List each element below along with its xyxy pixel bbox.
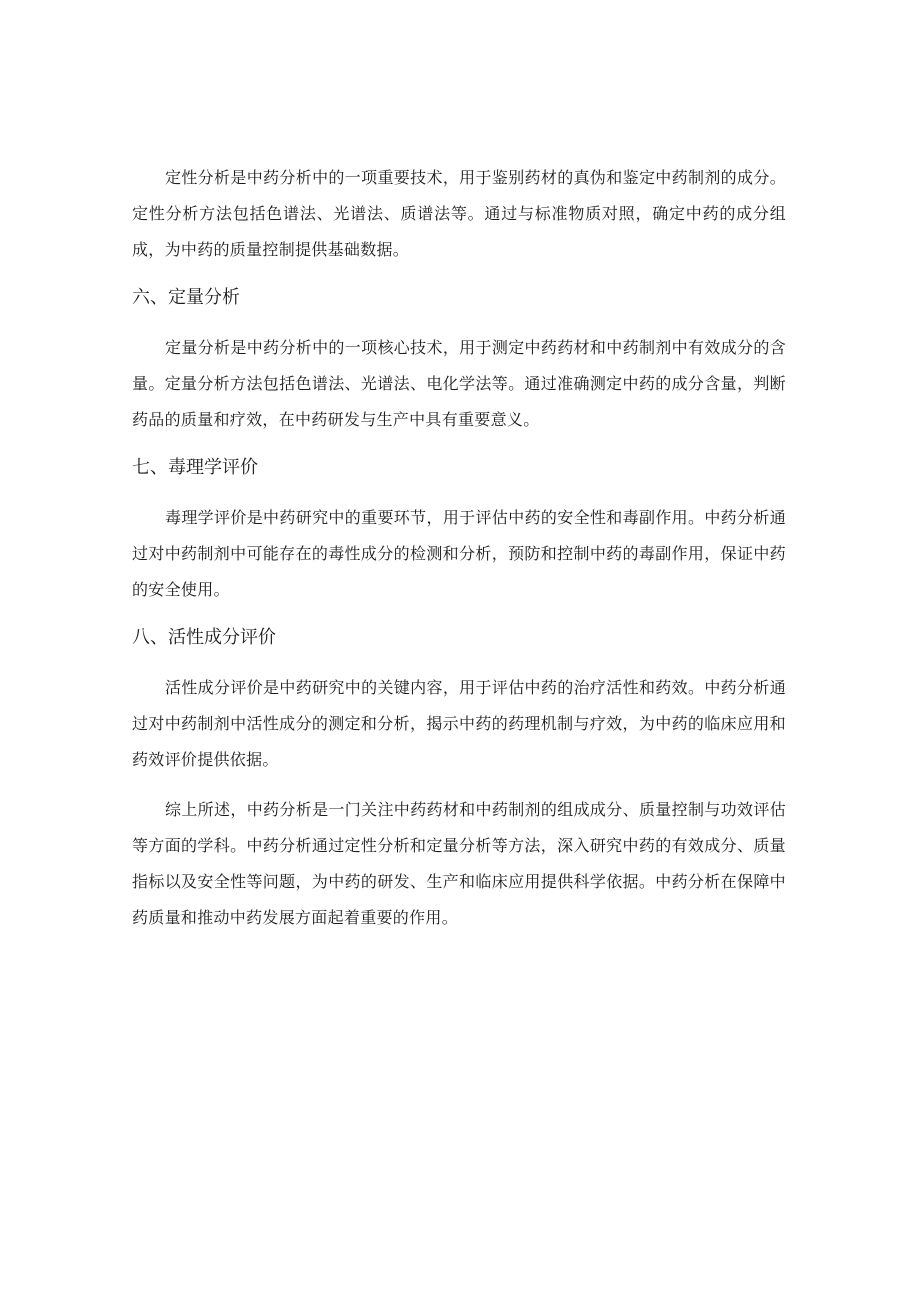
section-heading-active-ingredients: 八、活性成分评价 [132,627,276,648]
section-paragraph-active-ingredients: 活性成分评价是中药研究中的关键内容，用于评估中药的治疗活性和药效。中药分析通过对中药制剂中活性成分的测定和分析，揭示中药的药理机制与疗效，为中药的临床应用和药效评价提供依据。 [132,678,786,769]
section-heading-toxicology: 七、毒理学评价 [132,457,258,478]
section-paragraph-toxicology: 毒理学评价是中药研究中的重要环节，用于评估中药的安全性和毒副作用。中药分析通过对中药制剂中可能存在的毒性成分的检测和分析，预防和控制中药的毒副作用，保证中药的安全使用。 [132,508,786,599]
document-page [132,160,786,950]
section-heading-quantitative: 六、定量分析 [132,287,240,308]
intro-paragraph: 定性分析是中药分析中的一项重要技术，用于鉴别药材的真伪和鉴定中药制剂的成分。定性分析方法包括色谱法、光谱法、质谱法等。通过与标准物质对照，确定中药的成分组成，为中药的质量控制提供基础数据。 [132,168,786,259]
conclusion-paragraph: 综上所述，中药分析是一门关注中药药材和中药制剂的组成成分、质量控制与功效评估等方面的学科。中药分析通过定性分析和定量分析等方法，深入研究中药的有效成分、质量指标以及安全性等问题，为中药的研发、生产和临床应用提供科学依据。中药分析在保障中药质量和推动中药发展方面起着重要的作用。 [132,800,786,927]
section-paragraph-quantitative: 定量分析是中药分析中的一项核心技术，用于测定中药药材和中药制剂中有效成分的含量。定量分析方法包括色谱法、光谱法、电化学法等。通过准确测定中药的成分含量，判断药品的质量和疗效，在中药研发与生产中具有重要意义。 [132,338,786,429]
